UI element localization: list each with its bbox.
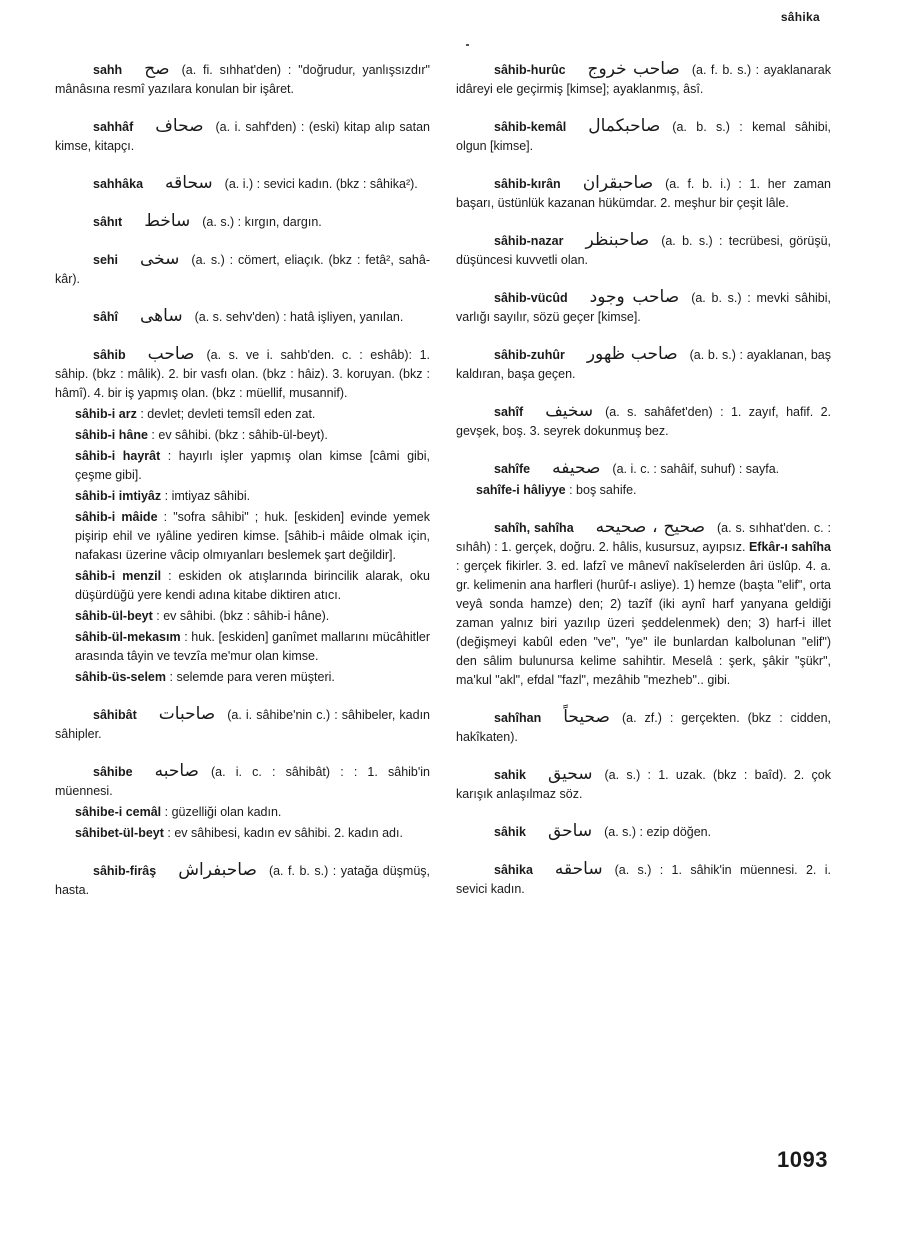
definition: (a. fi. sıhhat'den) : "doğrudur, yanlışsızdır" mânâsına resmî yazılara konulan bir işâret. bbox=[55, 63, 430, 96]
headword: sahik bbox=[494, 768, 526, 782]
entry-sahib-nazar bbox=[456, 231, 831, 270]
arabic-form: صاحب خروج bbox=[587, 59, 680, 79]
arabic-form: صاحبنظر bbox=[585, 230, 650, 250]
headword: sâhib-vücûd bbox=[494, 291, 568, 305]
entry-sahhaf bbox=[55, 117, 430, 156]
arabic-form: صاحب bbox=[147, 344, 195, 364]
definition: (a. f. b. s.) : ayaklanarak idâreyi ele geçirmiş [kimse]; ayaklanmış, âsî. bbox=[456, 63, 831, 96]
subentry bbox=[55, 567, 430, 605]
entry-sahib bbox=[55, 345, 430, 403]
headword: sehi bbox=[93, 253, 119, 267]
entry-sahib-kemal bbox=[456, 117, 831, 156]
definition: (a. f. b. i.) : 1. her zaman başarı, üstünlük kazanan hükümdar. 2. meşhur bir çeşit lâle. bbox=[456, 177, 831, 210]
arabic-form: ساحق bbox=[547, 821, 593, 841]
subentry-headword: sâhib-i imtiyâz bbox=[75, 489, 162, 503]
definition: (a. s. sıhhat'den. c. : sıhâh) : 1. gerçek, doğru. 2. hâlis, kusursuz, ayıpsız. bbox=[456, 521, 832, 554]
headword: sâhî bbox=[93, 310, 119, 324]
arabic-form: سخيف bbox=[545, 401, 594, 421]
subentry bbox=[55, 803, 430, 822]
definition: (a. zf.) : gerçekten. (bkz : cidden, hakîkaten). bbox=[456, 711, 831, 744]
subentry-definition: : güzelliği olan kadın. bbox=[164, 805, 282, 819]
definition: (a. i.) : sevici kadın. (bkz : sâhika²). bbox=[224, 177, 418, 191]
subentry bbox=[55, 447, 430, 485]
entry-sahit bbox=[55, 212, 430, 232]
subentry-headword: sâhib-i menzil bbox=[75, 569, 162, 583]
arabic-form: ساخط bbox=[144, 211, 191, 231]
entry-sahib-vucud bbox=[456, 288, 831, 327]
arabic-form: صحاف bbox=[155, 116, 204, 136]
definition: (a. s.) : 1. uzak. (bkz : baîd). 2. çok karışık anlaşılmaz söz. bbox=[456, 768, 831, 801]
headword: sâhıt bbox=[93, 215, 123, 229]
subentry-headword: sâhib-üs-selem bbox=[75, 670, 167, 684]
arabic-form: ساحقه bbox=[554, 859, 603, 879]
definition-cont: : gerçek fikirler. 3. ed. lafzî ve mânevî nakîselerden âri üslûp. 4. a. gr. kelimenin ana harfleri (hurûf-ı asliye). 1) hemze (başta "elif", orta veyâ sonda hamze) den; 2) tazîf (iki aynî harf yanyana geldiği zaman yalnız biri yazılıp üzeri şeddelenmek) den; 3) harf-i illet (değişmeyi kabûl eden "ve", "ye" ile bunlardan kalbolunan "elif") den sâlim bulunursa kelime sahihtir. Meselâ : şerk, şâkir "şükr", ma'kul "akl", efdal "fazl", mezâhib "mezheb".. gibi. bbox=[456, 559, 831, 687]
definition: (a. b. s.) : kemal sâhibi, olgun [kimse]. bbox=[456, 120, 831, 153]
entry-sehi bbox=[55, 250, 430, 289]
entry-sahihan bbox=[456, 708, 831, 747]
definition: (a. s.) : ezip döğen. bbox=[604, 825, 712, 839]
entry-sahik bbox=[456, 765, 831, 804]
subentry bbox=[55, 405, 430, 424]
arabic-form: صاحبه bbox=[154, 761, 199, 781]
entry-sahib-zuhur bbox=[456, 345, 831, 384]
headword: sâhib-firâş bbox=[93, 864, 157, 878]
entry-sahife bbox=[456, 459, 831, 479]
definition: (a. i. c. : sahâif, suhuf) : sayfa. bbox=[612, 462, 780, 476]
subentry-headword: sâhib-ül-beyt bbox=[75, 609, 153, 623]
headword: sâhib-nazar bbox=[494, 234, 564, 248]
arabic-form: سحاقه bbox=[165, 173, 213, 193]
example-phrase: Efkâr-ı sahîha bbox=[748, 540, 831, 554]
arabic-form: سخی bbox=[140, 249, 180, 269]
subentry bbox=[55, 508, 430, 565]
subentry-definition: : "sofra sâhibi" ; huk. [eskiden] evinde yemek pişirip ehil ve ıyâline yediren kimse. [sâhib-i mâide olmak için, nafakası üzerine vâcip olmıyanları beslemek şart değildir]. bbox=[75, 510, 431, 562]
definition: (a. s. ve i. sahb'den. c. : eshâb): 1. sâhip. (bkz : mâlik). 2. bir vasfı olan. (bkz : hâiz). 3. koruyan. (bkz : hâmî). 4. bir iş yapmış olan. (bkz : müellif, musannif). bbox=[55, 348, 430, 400]
subentry-definition: : huk. [eskiden] ganîmet mallarını mücâhitler arasında tâyin ve tevzîa me'mur olan kimse. bbox=[75, 630, 430, 663]
definition: (a. b. s.) : mevki sâhibi, varlığı sayılır, sözü geçer [kimse]. bbox=[456, 291, 831, 324]
headword: sâhib-kırân bbox=[494, 177, 561, 191]
subentry-headword: sahîfe-i hâliyye bbox=[476, 483, 566, 497]
headword: sahîh, sahîha bbox=[494, 521, 574, 535]
arabic-form: صحيفه bbox=[552, 458, 601, 478]
definition: (a. s.) : kırgın, dargın. bbox=[202, 215, 322, 229]
entry-sahh bbox=[55, 60, 430, 99]
subentry-definition: : ev sâhibesi, kadın ev sâhibi. 2. kadın adı. bbox=[167, 826, 403, 840]
headword: sahîf bbox=[494, 405, 524, 419]
arabic-form: ساهى bbox=[140, 306, 183, 326]
definition: (a. i. sahf'den) : (eski) kitap alıp satan kimse, kitapçı. bbox=[55, 120, 430, 153]
headword: sahhâka bbox=[93, 177, 144, 191]
entry-sahibfiras bbox=[55, 861, 430, 900]
entry-sahib-huruc bbox=[456, 60, 831, 99]
definition: (a. s. sehv'den) : hatâ işliyen, yanılan. bbox=[194, 310, 404, 324]
entry-sahibe bbox=[55, 762, 430, 801]
subentry-definition: : selemde para veren müşteri. bbox=[169, 670, 335, 684]
arabic-form: صاحبكمال bbox=[588, 116, 661, 136]
entry-sahih bbox=[456, 518, 831, 690]
headword: sahîfe bbox=[494, 462, 531, 476]
right-column bbox=[456, 60, 831, 917]
subentry-definition: : ev sâhibi. (bkz : sâhib-i hâne). bbox=[156, 609, 330, 623]
arabic-form: صح bbox=[144, 59, 170, 79]
arabic-form: صاحب ظهور bbox=[586, 344, 678, 364]
arabic-form: صاحب وجود bbox=[589, 287, 680, 307]
definition: (a. b. s.) : tecrübesi, görüşü, düşüncesi kuvvetli olan. bbox=[456, 234, 831, 267]
headword: sâhibe bbox=[93, 765, 133, 779]
page-number: 1093 bbox=[777, 1147, 828, 1172]
subentry-headword: sâhib-i arz bbox=[75, 407, 137, 421]
subentry-definition: : ev sâhibi. (bkz : sâhib-ül-beyt). bbox=[151, 428, 328, 442]
headword: sahh bbox=[93, 63, 123, 77]
subentry bbox=[456, 481, 831, 500]
subentry-definition: : hayırlı işler yapmış olan kimse [câmi gibi, çeşme gibi]. bbox=[75, 449, 430, 482]
subentry bbox=[55, 824, 430, 843]
headword: sâhib-zuhûr bbox=[494, 348, 565, 362]
definition: (a. i. sâhibe'nin c.) : sâhibeler, kadın sâhipler. bbox=[55, 708, 430, 741]
headword: sâhib-hurûc bbox=[494, 63, 566, 77]
entry-sahif bbox=[456, 402, 831, 441]
definition: (a. s. sahâfet'den) : 1. zayıf, hafif. 2. gevşek, boş. 3. seyrek dokunmuş bez. bbox=[456, 405, 831, 438]
arabic-form: صاحبقران bbox=[582, 173, 654, 193]
arabic-form: سحيق bbox=[547, 764, 593, 784]
subentry bbox=[55, 607, 430, 626]
definition: (a. i. c. : sâhibât) : : 1. sâhib'in müennesi. bbox=[55, 765, 430, 798]
headword: sâhika bbox=[494, 863, 533, 877]
arabic-form: صاحبفراش bbox=[178, 860, 257, 880]
subentry-definition: : eskiden ok atışlarında birincilik alarak, oku düşürdüğü yere kendi adına kitabe diktiren atıcı. bbox=[75, 569, 430, 602]
headword: sâhib bbox=[93, 348, 126, 362]
subentry-definition: : imtiyaz sâhibi. bbox=[164, 489, 251, 503]
subentry bbox=[55, 628, 430, 666]
entry-sahhaka bbox=[55, 174, 430, 194]
headword: sâhik bbox=[494, 825, 526, 839]
arabic-form: صحيح ، صحيحه bbox=[595, 517, 706, 537]
arabic-form: صحيحاً bbox=[563, 707, 610, 727]
subentry bbox=[55, 426, 430, 445]
entry-sahi bbox=[55, 307, 430, 327]
entry-sahib-kiran bbox=[456, 174, 831, 213]
headword: sâhibât bbox=[93, 708, 137, 722]
subentry-definition: : devlet; devleti temsîl eden zat. bbox=[140, 407, 316, 421]
subentry-definition: : boş sahife. bbox=[569, 483, 637, 497]
subentry bbox=[55, 668, 430, 687]
subentry-headword: sâhibe-i cemâl bbox=[75, 805, 162, 819]
left-column bbox=[55, 60, 430, 918]
headword: sâhib-kemâl bbox=[494, 120, 567, 134]
running-head: sâhika bbox=[780, 10, 820, 24]
entry-sahik-2 bbox=[456, 822, 831, 842]
definition: (a. s.) : cömert, eliaçık. (bkz : fetâ², sahâ-kâr). bbox=[55, 253, 430, 286]
definition: (a. s.) : 1. sâhik'in müennesi. 2. i. sevici kadın. bbox=[456, 863, 831, 896]
subentry-headword: sâhibet-ül-beyt bbox=[75, 826, 164, 840]
headword: sahîhan bbox=[494, 711, 542, 725]
definition: (a. f. b. s.) : yatağa düşmüş, hasta. bbox=[55, 864, 430, 897]
subentry-headword: sâhib-i hayrât bbox=[75, 449, 161, 463]
print-speck bbox=[466, 44, 469, 46]
subentry-headword: sâhib-i mâide bbox=[75, 510, 158, 524]
headword: sahhâf bbox=[93, 120, 134, 134]
arabic-form: صاحبات bbox=[158, 704, 216, 724]
subentry-headword: sâhib-i hâne bbox=[75, 428, 148, 442]
entry-sahibat bbox=[55, 705, 430, 744]
entry-sahika bbox=[456, 860, 831, 899]
definition: (a. b. s.) : ayaklanan, baş kaldıran, başa geçen. bbox=[456, 348, 831, 381]
subentry bbox=[55, 487, 430, 506]
subentry-headword: sâhib-ül-mekasım bbox=[75, 630, 181, 644]
